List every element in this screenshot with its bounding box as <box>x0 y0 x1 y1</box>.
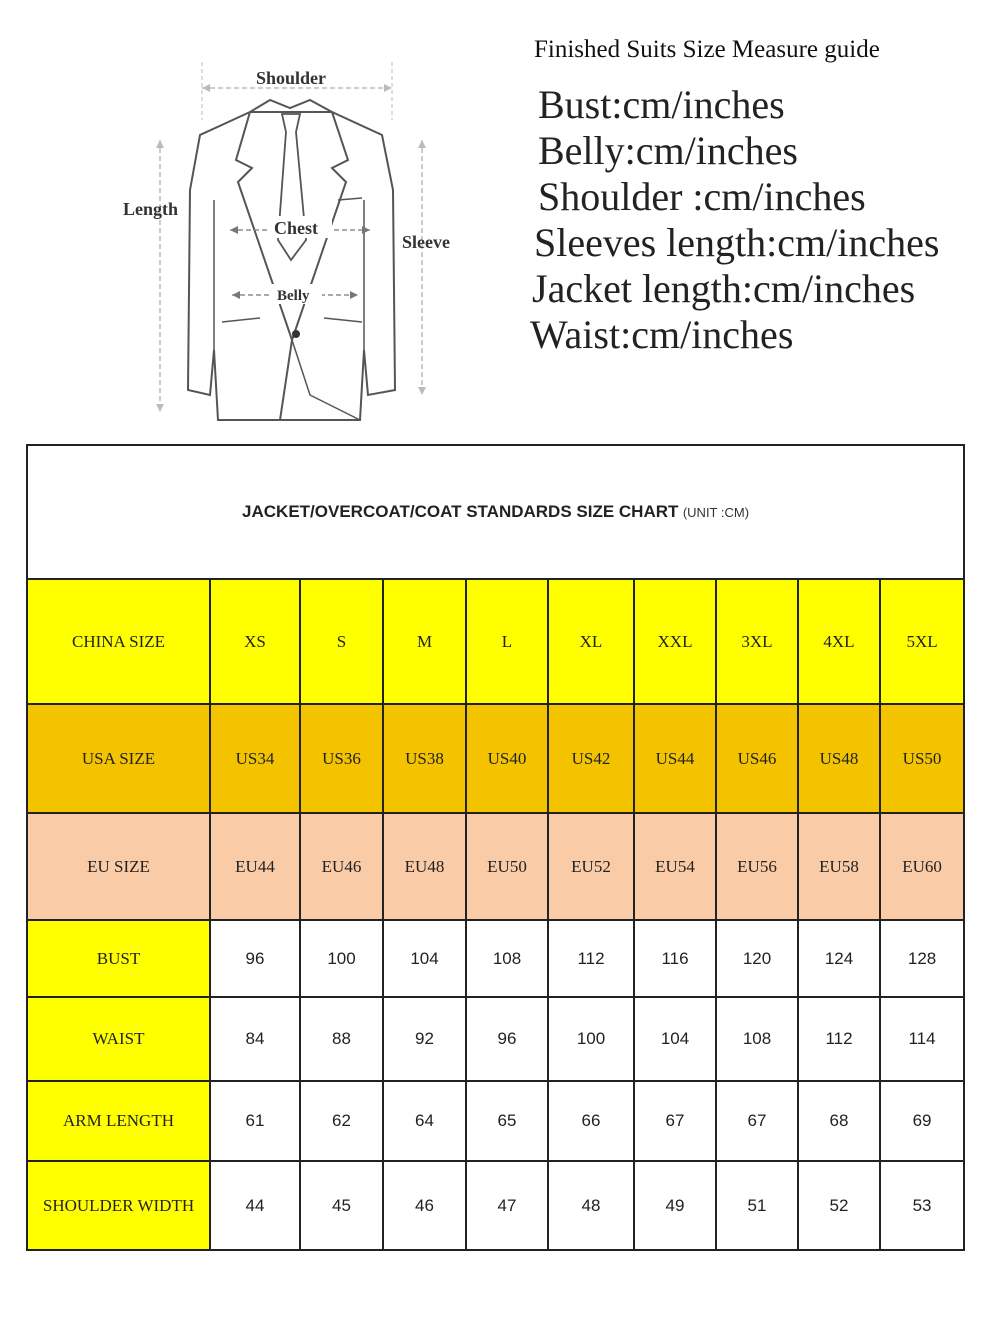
cell-waist-2: 92 <box>383 997 466 1081</box>
cell-arm-length-0: 61 <box>210 1081 300 1161</box>
row-label-china-size: CHINA SIZE <box>27 579 210 704</box>
cell-waist-4: 100 <box>548 997 634 1081</box>
cell-arm-length-4: 66 <box>548 1081 634 1161</box>
cell-shoulder-width-2: 46 <box>383 1161 466 1250</box>
cell-eu-size-8: EU60 <box>880 813 964 920</box>
cell-waist-6: 108 <box>716 997 798 1081</box>
cell-china-size-1: S <box>300 579 383 704</box>
row-label-eu-size: EU SIZE <box>27 813 210 920</box>
cell-arm-length-2: 64 <box>383 1081 466 1161</box>
cell-eu-size-3: EU50 <box>466 813 548 920</box>
row-label-bust: BUST <box>27 920 210 997</box>
row-usa-size <box>27 704 964 813</box>
cell-china-size-4: XL <box>548 579 634 704</box>
measure-guide <box>530 36 990 358</box>
chart-title-cell <box>27 445 964 579</box>
cell-waist-0: 84 <box>210 997 300 1081</box>
jacket-illustration <box>110 50 480 430</box>
cell-usa-size-6: US46 <box>716 704 798 813</box>
cell-china-size-3: L <box>466 579 548 704</box>
jacket-diagram <box>110 50 480 430</box>
guide-title: Finished Suits Size Measure guide <box>534 36 880 63</box>
cell-china-size-7: 4XL <box>798 579 880 704</box>
cell-arm-length-3: 65 <box>466 1081 548 1161</box>
guide-item-belly: Belly:cm/inches <box>538 128 798 173</box>
cell-bust-5: 116 <box>634 920 716 997</box>
cell-usa-size-2: US38 <box>383 704 466 813</box>
row-china-size <box>27 579 964 704</box>
cell-eu-size-7: EU58 <box>798 813 880 920</box>
cell-eu-size-4: EU52 <box>548 813 634 920</box>
cell-bust-6: 120 <box>716 920 798 997</box>
cell-eu-size-0: EU44 <box>210 813 300 920</box>
cell-usa-size-3: US40 <box>466 704 548 813</box>
cell-china-size-2: M <box>383 579 466 704</box>
cell-china-size-5: XXL <box>634 579 716 704</box>
cell-usa-size-5: US44 <box>634 704 716 813</box>
row-waist <box>27 997 964 1081</box>
cell-eu-size-6: EU56 <box>716 813 798 920</box>
cell-usa-size-1: US36 <box>300 704 383 813</box>
row-bust <box>27 920 964 997</box>
guide-item-jacket-length: Jacket length:cm/inches <box>532 266 916 311</box>
cell-bust-0: 96 <box>210 920 300 997</box>
row-shoulder-width <box>27 1161 964 1250</box>
cell-waist-8: 114 <box>880 997 964 1081</box>
cell-bust-3: 108 <box>466 920 548 997</box>
cell-shoulder-width-0: 44 <box>210 1161 300 1250</box>
cell-bust-4: 112 <box>548 920 634 997</box>
row-arm-length <box>27 1081 964 1161</box>
guide-item-bust: Bust:cm/inches <box>538 82 785 127</box>
cell-waist-1: 88 <box>300 997 383 1081</box>
cell-shoulder-width-3: 47 <box>466 1161 548 1250</box>
cell-arm-length-8: 69 <box>880 1081 964 1161</box>
cell-usa-size-0: US34 <box>210 704 300 813</box>
cell-waist-3: 96 <box>466 997 548 1081</box>
cell-bust-2: 104 <box>383 920 466 997</box>
row-eu-size <box>27 813 964 920</box>
cell-china-size-6: 3XL <box>716 579 798 704</box>
cell-shoulder-width-5: 49 <box>634 1161 716 1250</box>
guide-item-shoulder: Shoulder :cm/inches <box>538 174 866 219</box>
cell-waist-5: 104 <box>634 997 716 1081</box>
cell-eu-size-5: EU54 <box>634 813 716 920</box>
chart-title: JACKET/OVERCOAT/COAT STANDARDS SIZE CHART <box>242 502 679 521</box>
cell-eu-size-2: EU48 <box>383 813 466 920</box>
size-chart <box>26 444 963 1249</box>
sleeve-label: Sleeve <box>402 232 450 252</box>
cell-shoulder-width-4: 48 <box>548 1161 634 1250</box>
shoulder-label: Shoulder <box>256 68 327 88</box>
chest-label: Chest <box>274 218 318 238</box>
length-label: Length <box>123 199 179 219</box>
cell-bust-7: 124 <box>798 920 880 997</box>
row-label-shoulder-width: SHOULDER WIDTH <box>27 1161 210 1250</box>
cell-china-size-0: XS <box>210 579 300 704</box>
cell-usa-size-4: US42 <box>548 704 634 813</box>
cell-shoulder-width-8: 53 <box>880 1161 964 1250</box>
cell-bust-1: 100 <box>300 920 383 997</box>
cell-arm-length-7: 68 <box>798 1081 880 1161</box>
row-label-usa-size: USA SIZE <box>27 704 210 813</box>
cell-arm-length-1: 62 <box>300 1081 383 1161</box>
guide-item-waist: Waist:cm/inches <box>530 312 794 357</box>
cell-usa-size-7: US48 <box>798 704 880 813</box>
cell-bust-8: 128 <box>880 920 964 997</box>
belly-label: Belly <box>277 288 310 304</box>
chart-unit: (UNIT :CM) <box>682 505 750 520</box>
cell-waist-7: 112 <box>798 997 880 1081</box>
cell-shoulder-width-6: 51 <box>716 1161 798 1250</box>
cell-eu-size-1: EU46 <box>300 813 383 920</box>
row-label-waist: WAIST <box>27 997 210 1081</box>
cell-arm-length-5: 67 <box>634 1081 716 1161</box>
cell-shoulder-width-1: 45 <box>300 1161 383 1250</box>
cell-china-size-8: 5XL <box>880 579 964 704</box>
cell-arm-length-6: 67 <box>716 1081 798 1161</box>
cell-shoulder-width-7: 52 <box>798 1161 880 1250</box>
chart-title-row <box>27 445 964 579</box>
row-label-arm-length: ARM LENGTH <box>27 1081 210 1161</box>
size-table <box>26 444 965 1251</box>
cell-usa-size-8: US50 <box>880 704 964 813</box>
guide-item-sleeves: Sleeves length:cm/inches <box>534 220 940 265</box>
